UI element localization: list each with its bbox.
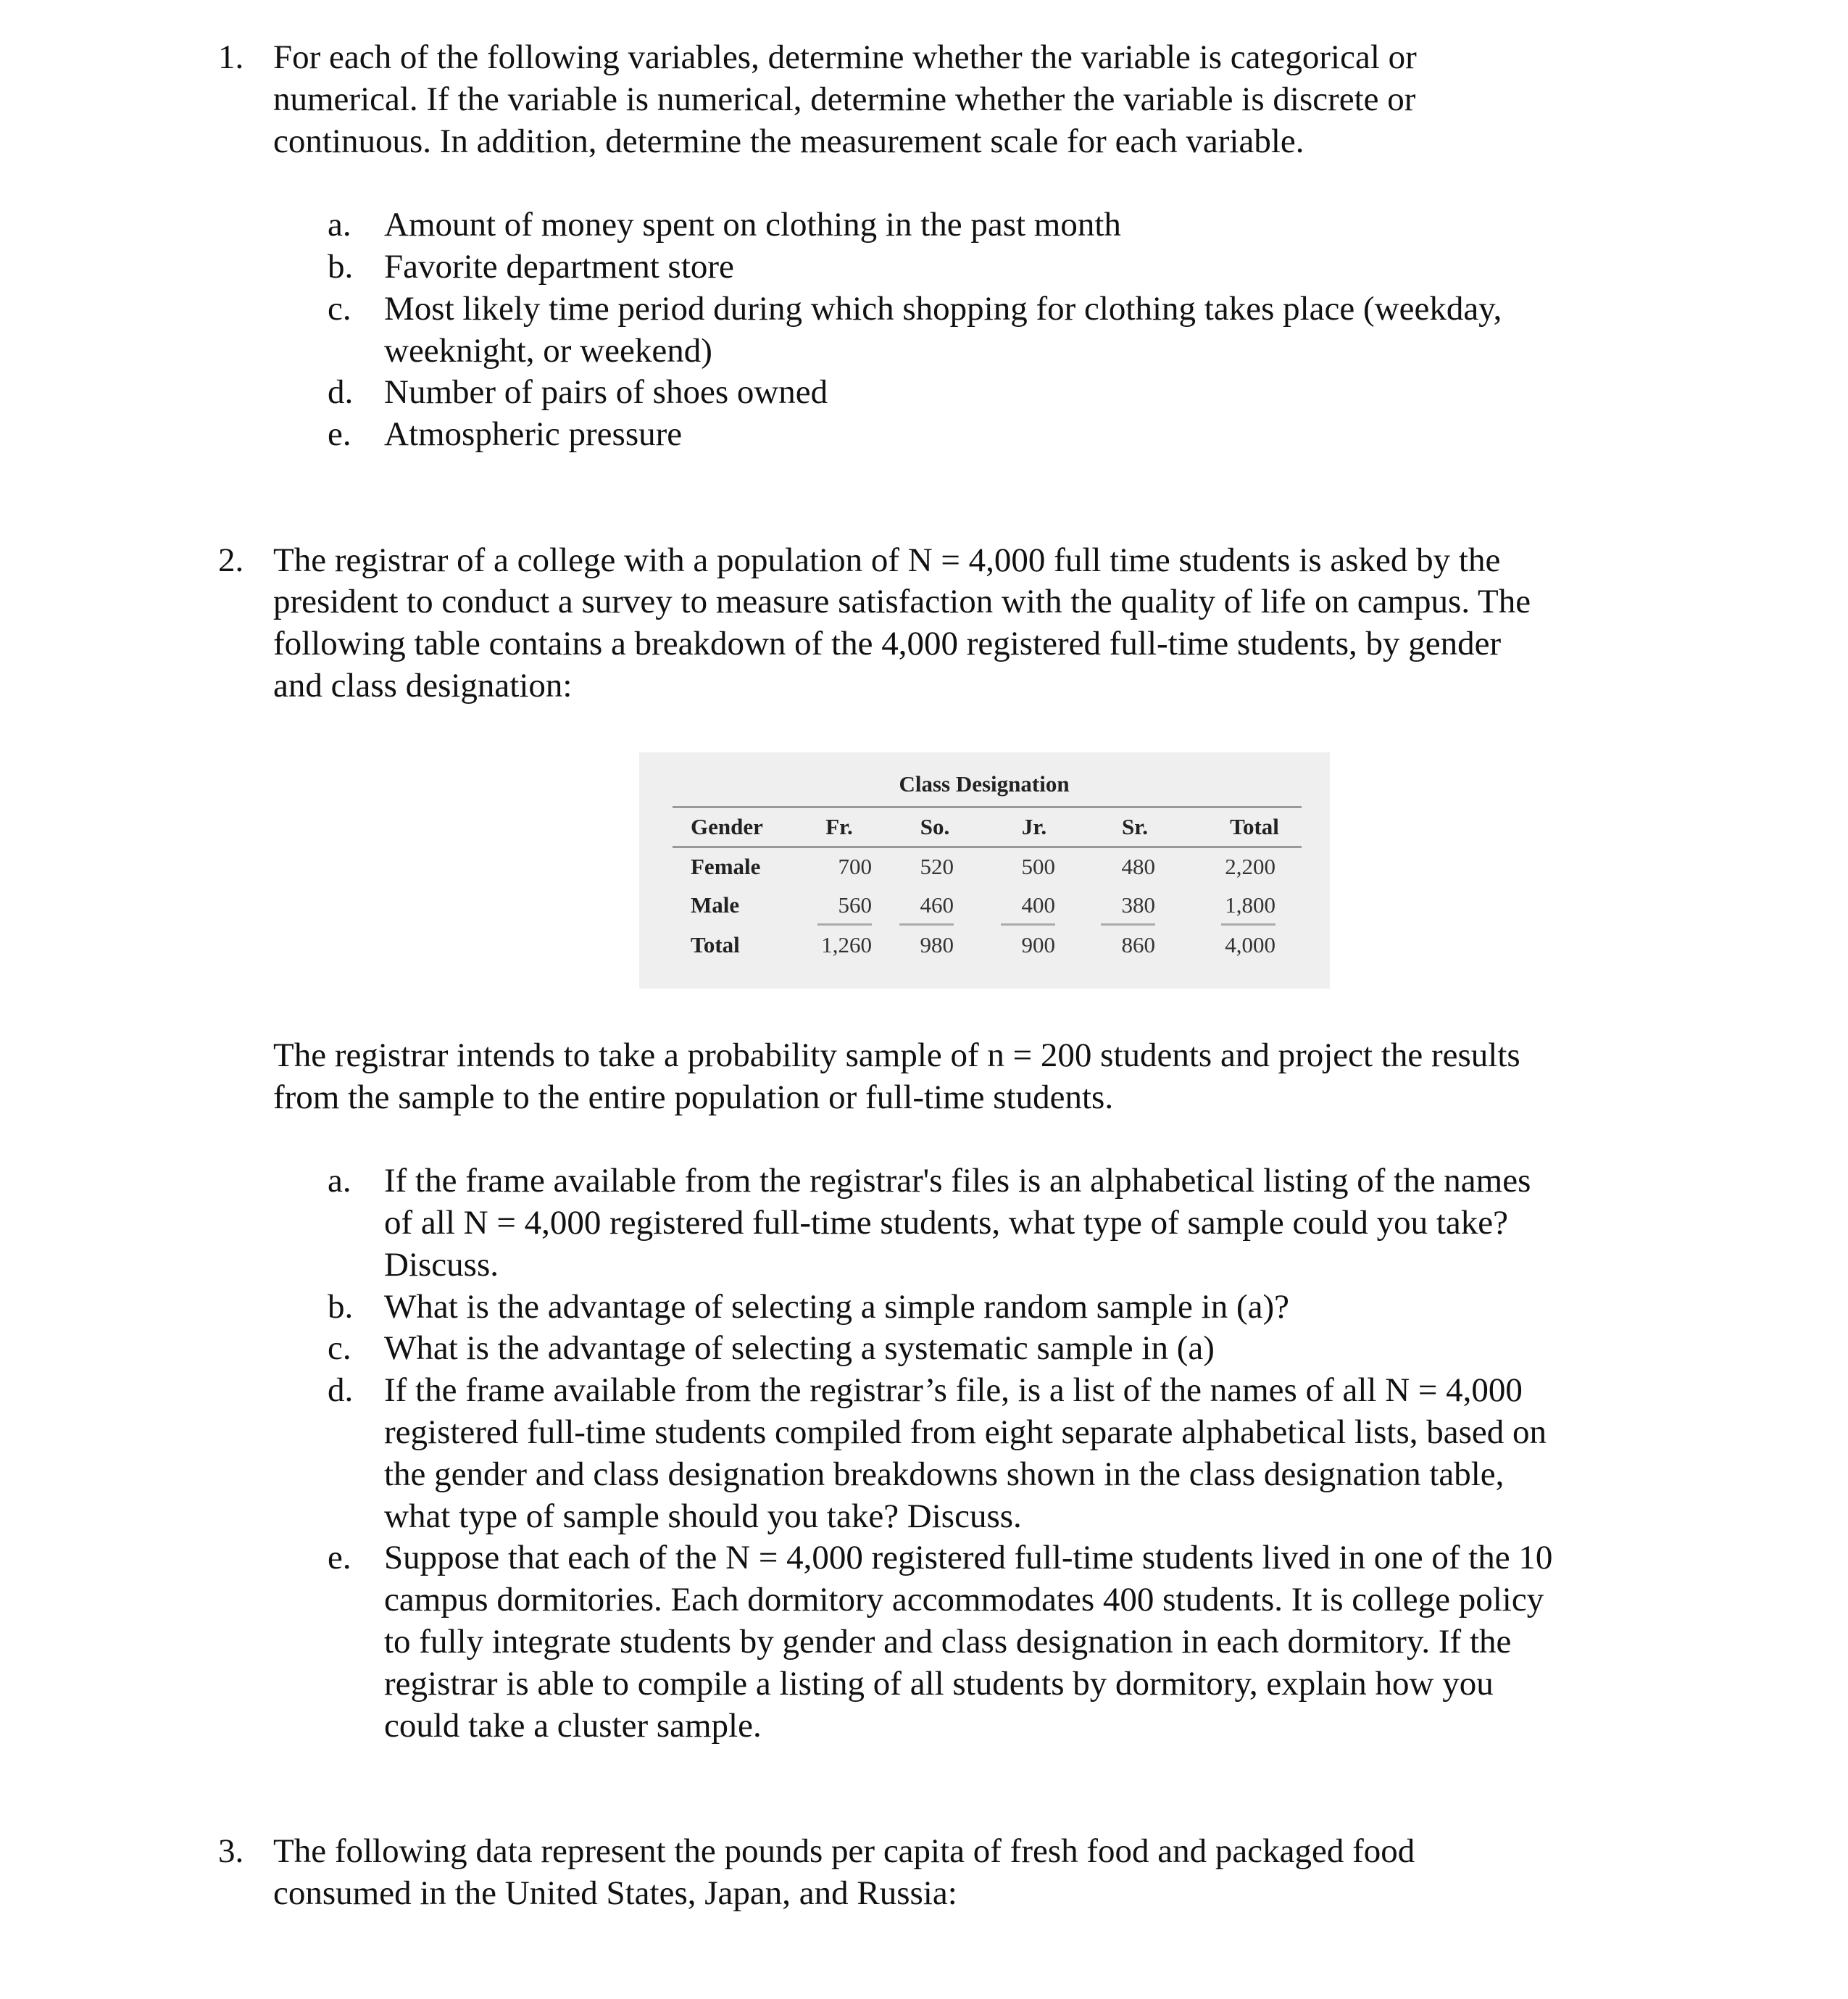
table-cell: 980 — [920, 931, 954, 957]
q1-line — [0, 79, 1848, 121]
item-letter: c. — [328, 289, 351, 328]
q3-text: consumed in the United States, Japan, and Russia: — [273, 1874, 957, 1912]
item-text: Favorite department store — [384, 247, 734, 286]
q2-line — [0, 623, 1848, 665]
blank-line — [0, 456, 1848, 498]
q1-line — [0, 37, 1848, 79]
subtotal-rule — [817, 923, 872, 926]
q2-item-a-line — [0, 1202, 1848, 1244]
q1-item-b-line — [0, 246, 1848, 288]
item-letter: c. — [328, 1329, 351, 1368]
table-rule — [673, 846, 1302, 848]
header-so: So. — [920, 813, 950, 839]
q2-number: 2. — [218, 541, 244, 579]
q1-item-e-line — [0, 414, 1848, 456]
q3-number: 3. — [218, 1832, 244, 1870]
q2-line — [0, 540, 1848, 582]
item-letter: d. — [328, 373, 354, 412]
document — [0, 37, 1848, 1914]
blank-line — [0, 1747, 1848, 1789]
q3-line — [0, 1873, 1848, 1915]
item-text: the gender and class designation breakdowns shown in the class designation table, — [384, 1455, 1504, 1493]
q2-item-e-line — [0, 1705, 1848, 1747]
q1-line — [0, 121, 1848, 163]
q1-text: For each of the following variables, determine whether the variable is categorical or — [273, 38, 1417, 76]
q2-item-a-line — [0, 1160, 1848, 1202]
q1-text: continuous. In addition, determine the measurement scale for each variable. — [273, 122, 1304, 160]
blank-line — [0, 1118, 1848, 1160]
item-text: Suppose that each of the N = 4,000 registered full-time students lived in one of the 10 — [384, 1539, 1553, 1577]
subtotal-rule — [899, 923, 954, 926]
item-text: If the frame available from the registrar’s file, is a list of the names of all N = 4,000 — [384, 1371, 1523, 1410]
item-letter: d. — [328, 1371, 354, 1410]
item-letter: e. — [328, 415, 351, 454]
q2-text: president to conduct a survey to measure satisfaction with the quality of life on campus. The — [273, 583, 1531, 621]
item-letter: e. — [328, 1539, 351, 1577]
item-text: could take a cluster sample. — [384, 1706, 762, 1745]
q2-item-b-line — [0, 1287, 1848, 1329]
table-cell: 1,260 — [821, 931, 872, 957]
item-text: Most likely time period during which shopping for clothing takes place (weekday, — [384, 289, 1502, 328]
q2-after-line — [0, 1077, 1848, 1119]
row-label: Female — [691, 853, 761, 879]
item-letter: a. — [328, 1162, 351, 1200]
q2-item-e-line — [0, 1663, 1848, 1705]
q2-after-line — [0, 1035, 1848, 1077]
row-label: Total — [691, 931, 740, 957]
row-label: Male — [691, 892, 740, 918]
q2-item-e-line — [0, 1579, 1848, 1621]
item-text: Discuss. — [384, 1245, 499, 1284]
q2-item-e-line — [0, 1621, 1848, 1663]
item-letter: b. — [328, 1287, 354, 1326]
item-text: campus dormitories. Each dormitory accommodates 400 students. It is college policy — [384, 1581, 1544, 1619]
table-cell: 900 — [1021, 931, 1055, 957]
q3-line — [0, 1831, 1848, 1873]
item-text: registrar is able to compile a listing of all students by dormitory, explain how you — [384, 1664, 1494, 1703]
item-letter: b. — [328, 247, 354, 286]
item-text: Number of pairs of shoes owned — [384, 373, 828, 412]
q2-line — [0, 581, 1848, 623]
blank-line — [0, 162, 1848, 204]
item-text: Atmospheric pressure — [384, 415, 683, 454]
q2-item-d-line — [0, 1412, 1848, 1454]
q2-item-c-line — [0, 1328, 1848, 1370]
q2-text: and class designation: — [273, 666, 573, 705]
table-cell: 380 — [1121, 892, 1155, 918]
table-title: Class Designation — [899, 770, 1070, 797]
q2-text: following table contains a breakdown of the 4,000 registered full-time students, by gender — [273, 625, 1502, 663]
item-text: what type of sample should you take? Discuss. — [384, 1497, 1022, 1535]
blank-line — [0, 498, 1848, 540]
q2-after-text: The registrar intends to take a probability sample of n = 200 students and project the results — [273, 1036, 1520, 1074]
table-cell: 480 — [1121, 853, 1155, 879]
q3-text: The following data represent the pounds per capita of fresh food and packaged food — [273, 1832, 1415, 1870]
q1-item-a-line — [0, 204, 1848, 246]
q2-after-text: from the sample to the entire population or full-time students. — [273, 1078, 1114, 1116]
table-cell: 4,000 — [1225, 931, 1275, 957]
table-cell: 520 — [920, 853, 954, 879]
table-cell: 500 — [1021, 853, 1055, 879]
q1-item-d-line — [0, 372, 1848, 414]
subtotal-rule — [1221, 923, 1275, 926]
header-jr: Jr. — [1021, 813, 1047, 839]
blank-line — [0, 1789, 1848, 1831]
q2-text: The registrar of a college with a population of N = 4,000 full time students is asked by the — [273, 541, 1501, 579]
header-total: Total — [1230, 813, 1279, 839]
q1-number: 1. — [218, 38, 244, 76]
table-cell: 460 — [920, 892, 954, 918]
item-text: to fully integrate students by gender and class designation in each dormitory. If the — [384, 1622, 1512, 1661]
item-text: Amount of money spent on clothing in the past month — [384, 206, 1121, 244]
q2-item-d-line — [0, 1370, 1848, 1412]
item-letter: a. — [328, 206, 351, 244]
item-text: weeknight, or weekend) — [384, 331, 712, 370]
table-cell: 1,800 — [1225, 892, 1275, 918]
table-cell: 560 — [838, 892, 872, 918]
item-text: What is the advantage of selecting a simple random sample in (a)? — [384, 1287, 1289, 1326]
header-gender: Gender — [691, 813, 763, 839]
item-text: registered full-time students compiled from eight separate alphabetical lists, based on — [384, 1413, 1547, 1451]
header-sr: Sr. — [1122, 813, 1148, 839]
class-designation-table — [639, 752, 1330, 989]
item-text: of all N = 4,000 registered full-time students, what type of sample could you take? — [384, 1203, 1508, 1242]
q2-item-d-line — [0, 1496, 1848, 1538]
q2-item-d-line — [0, 1454, 1848, 1496]
subtotal-rule — [1101, 923, 1155, 926]
q2-line — [0, 665, 1848, 707]
q1-item-c-line — [0, 288, 1848, 331]
table-cell: 400 — [1021, 892, 1055, 918]
table-cell: 700 — [838, 853, 872, 879]
header-fr: Fr. — [825, 813, 853, 839]
table-rule — [673, 806, 1302, 808]
q2-item-a-line — [0, 1244, 1848, 1287]
item-text: If the frame available from the registrar's files is an alphabetical listing of the names — [384, 1162, 1531, 1200]
table-cell: 860 — [1121, 931, 1155, 957]
table-cell: 2,200 — [1225, 853, 1275, 879]
q1-item-c-line — [0, 331, 1848, 373]
subtotal-rule — [1001, 923, 1055, 926]
q2-item-e-line — [0, 1537, 1848, 1579]
item-text: What is the advantage of selecting a systematic sample in (a) — [384, 1329, 1215, 1368]
q1-text: numerical. If the variable is numerical, determine whether the variable is discrete or — [273, 80, 1416, 118]
